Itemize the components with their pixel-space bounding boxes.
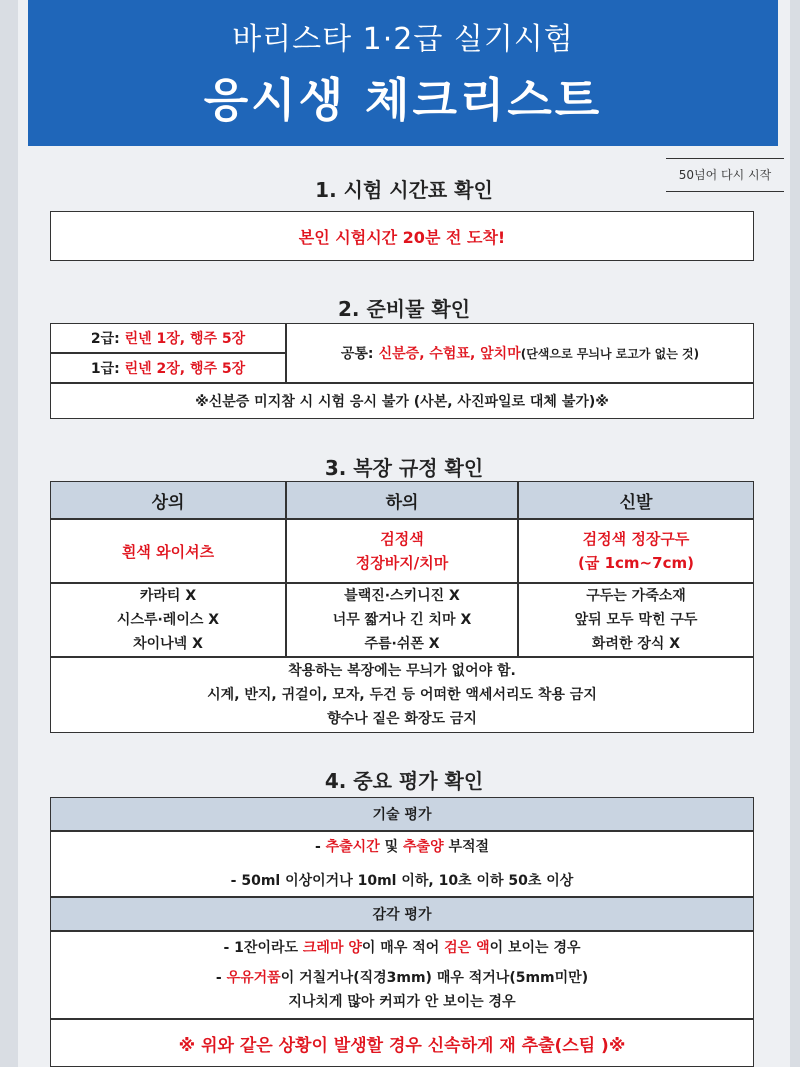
arrival-notice-text: 본인 시험시간 20분 전 도착!	[298, 227, 506, 247]
required-bottom-line1: 검정색	[380, 530, 424, 548]
text: - 1잔이라도	[223, 940, 303, 956]
required-shoes-line1: 검정색 정장구두	[582, 530, 690, 548]
text: -	[215, 970, 227, 986]
sense-eval-body	[50, 931, 754, 1019]
list-item: 블랙진·스키니진 X	[344, 588, 460, 604]
list-item: 구두는 가죽소재	[586, 588, 686, 604]
tech-eval-body	[50, 831, 754, 897]
section4-title: 4. 중요 평가 확인	[324, 769, 484, 793]
black-liquid: 검은 액	[444, 940, 490, 956]
milk-foam: 우유거품	[226, 970, 281, 986]
list-item: 향수나 짙은 화장도 금지	[327, 711, 477, 727]
required-bottom-line2: 정장바지/치마	[355, 554, 449, 572]
bottom-prohibited-list	[286, 583, 518, 657]
grade1-label: 1급:	[90, 361, 120, 377]
sense-eval-header: 감각 평가	[50, 897, 754, 931]
arrival-notice	[50, 211, 754, 261]
list-item: 화려한 장식 X	[591, 636, 681, 652]
text: -	[314, 839, 326, 855]
common-note: (단색으로 무늬나 로고가 없는 것)	[520, 346, 700, 361]
grade2-items: 린넨 1장, 행주 5장	[124, 331, 246, 347]
text: 이 매우 적어	[361, 940, 445, 956]
tech-eval-header: 기술 평가	[50, 797, 754, 831]
tech-eval-line1	[315, 835, 489, 859]
list-item: 앞뒤 모두 막힌 구두	[574, 612, 698, 628]
text: 및	[379, 839, 404, 855]
crema-amount: 크레마 양	[302, 940, 362, 956]
grade1-items: 린넨 2장, 행주 5장	[124, 361, 246, 377]
list-item: 시계, 반지, 귀걸이, 모자, 두건 등 어떠한 액세서리도 착용 금지	[207, 687, 597, 703]
id-warning-text: ※신분증 미지참 시 시험 응시 불가 (사본, 사진파일로 대체 불가)※	[195, 394, 609, 410]
common-label: 공통:	[340, 346, 374, 362]
grade2-label: 2급:	[90, 331, 120, 347]
common-items: 신분증, 수험표, 앞치마	[378, 346, 521, 362]
dress-header-top: 상의	[50, 481, 286, 519]
required-top	[50, 519, 286, 583]
id-warning	[50, 383, 754, 419]
list-item: 착용하는 복장에는 무늬가 없어야 함.	[288, 663, 516, 679]
top-prohibited-list	[50, 583, 286, 657]
title-line1: 바리스타 1·2급 실기시험	[232, 22, 574, 57]
grade1-supplies	[50, 353, 286, 383]
required-bottom	[286, 519, 518, 583]
required-top-text: 흰색 와이셔츠	[121, 542, 215, 561]
shoes-notes-list	[518, 583, 754, 657]
text: 부적절	[443, 839, 490, 855]
list-item: 차이나넥 X	[133, 636, 203, 652]
section2-title: 2. 준비물 확인	[337, 297, 471, 321]
dress-header-shoes: 신발	[518, 481, 754, 519]
final-warning: ※ 위와 같은 상황이 발생할 경우 신속하게 재 추출(스팀 )※	[50, 1019, 754, 1067]
text: 이 거칠거나(직경3mm) 매우 적거나(5mm미만)	[280, 970, 589, 986]
dress-header-bottom: 하의	[286, 481, 518, 519]
title-banner	[28, 0, 778, 146]
sense-eval-line3: 지나치게 많아 커피가 안 보이는 경우	[288, 994, 516, 1010]
watermark-tag: 50넘어 다시 시작	[666, 158, 784, 192]
list-item: 시스루·레이스 X	[116, 612, 220, 628]
checklist-sheet	[18, 0, 790, 1067]
required-shoes-line2: (굽 1cm~7cm)	[578, 554, 694, 572]
extraction-volume: 추출양	[403, 839, 444, 855]
common-supplies	[286, 323, 754, 383]
list-item: 주름·쉬폰 X	[364, 636, 440, 652]
text: 이 보이는 경우	[489, 940, 581, 956]
list-item: 너무 짧거나 긴 치마 X	[332, 612, 472, 628]
title-line2: 응시생 체크리스트	[203, 73, 603, 127]
tech-eval-line2: - 50ml 이상이거나 10ml 이하, 10초 이하 50초 이상	[230, 873, 574, 889]
extraction-time: 추출시간	[325, 839, 380, 855]
required-shoes	[518, 519, 754, 583]
grade2-supplies	[50, 323, 286, 353]
sense-eval-line2	[216, 966, 588, 990]
sense-eval-line1	[224, 936, 581, 960]
section1-title: 1. 시험 시간표 확인	[315, 178, 493, 202]
list-item: 카라티 X	[139, 588, 197, 604]
dress-general-notes	[50, 657, 754, 733]
section3-title: 3. 복장 규정 확인	[324, 456, 484, 480]
